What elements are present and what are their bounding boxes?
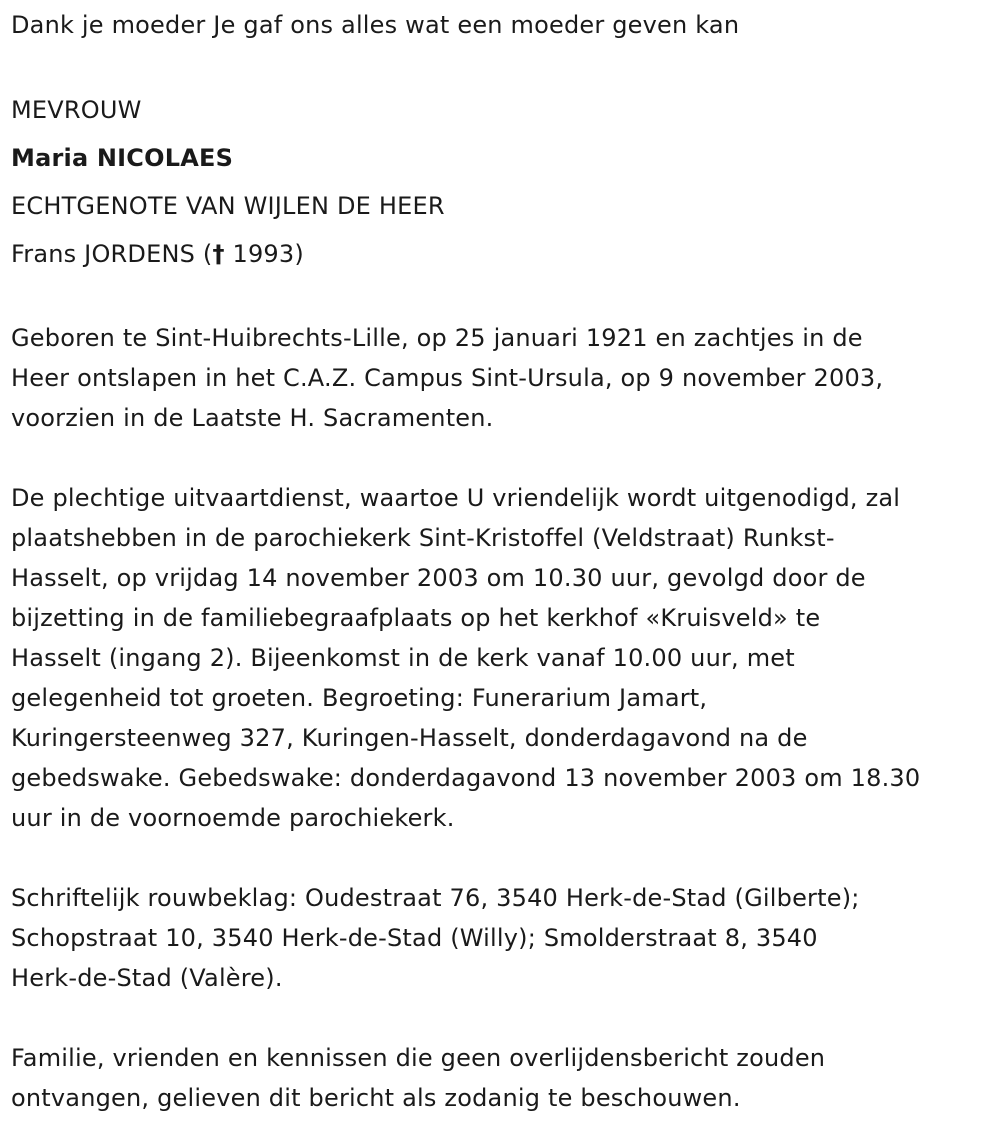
paragraph-line: Familie, vrienden en kennissen die geen overlijdensbericht zouden (11, 1044, 826, 1072)
paragraph-line: Hasselt (ingang 2). Bijeenkomst in de kerk vanaf 10.00 uur, met (11, 644, 795, 672)
funeral-paragraph (11, 478, 990, 838)
paragraph-line: voorzien in de Laatste H. Sacramenten. (11, 404, 494, 432)
paragraph-line: gelegenheid tot groeten. Begroeting: Funerarium Jamart, (11, 684, 708, 712)
paragraph-line: Heer ontslapen in het C.A.Z. Campus Sint-Ursula, op 9 november 2003, (11, 364, 884, 392)
paragraph-line: Hasselt, op vrijdag 14 november 2003 om 10.30 uur, gevolgd door de (11, 564, 866, 592)
spouse-name: Frans JORDENS ( (11, 240, 213, 268)
paragraph-line: Kuringersteenweg 327, Kuringen-Hasselt, donderdagavond na de (11, 724, 808, 752)
salutation: MEVROUW (11, 96, 142, 124)
paragraph-line: Schopstraat 10, 3540 Herk-de-Stad (Willy); Smolderstraat 8, 3540 (11, 924, 818, 952)
birth-death-paragraph (11, 318, 990, 438)
condolences-paragraph (11, 878, 990, 998)
paragraph-line: uur in de voornoemde parochiekerk. (11, 804, 455, 832)
paragraph-line: Geboren te Sint-Huibrechts-Lille, op 25 januari 1921 en zachtjes in de (11, 324, 863, 352)
spouse-year: 1993) (224, 240, 304, 268)
heading-block (11, 86, 990, 278)
paragraph-line: Schriftelijk rouwbeklag: Oudestraat 76, 3540 Herk-de-Stad (Gilberte); (11, 884, 860, 912)
paragraph-line: plaatshebben in de parochiekerk Sint-Kristoffel (Veldstraat) Runkst- (11, 524, 835, 552)
deceased-name: Maria NICOLAES (11, 144, 234, 172)
paragraph-line: De plechtige uitvaartdienst, waartoe U vriendelijk wordt uitgenodigd, zal (11, 484, 901, 512)
paragraph-line: bijzetting in de familiebegraafplaats op het kerkhof «Kruisveld» te (11, 604, 821, 632)
paragraph-line: Herk-de-Stad (Valère). (11, 964, 283, 992)
closing-paragraph (11, 1038, 990, 1118)
spouse-line (11, 230, 990, 278)
cross-icon: † (212, 240, 225, 268)
intro-quote: Dank je moeder Je gaf ons alles wat een moeder geven kan (11, 11, 740, 39)
relation-line: ECHTGENOTE VAN WIJLEN DE HEER (11, 192, 445, 220)
paragraph-line: gebedswake. Gebedswake: donderdagavond 13 november 2003 om 18.30 (11, 764, 921, 792)
paragraph-line: ontvangen, gelieven dit bericht als zodanig te beschouwen. (11, 1084, 741, 1112)
